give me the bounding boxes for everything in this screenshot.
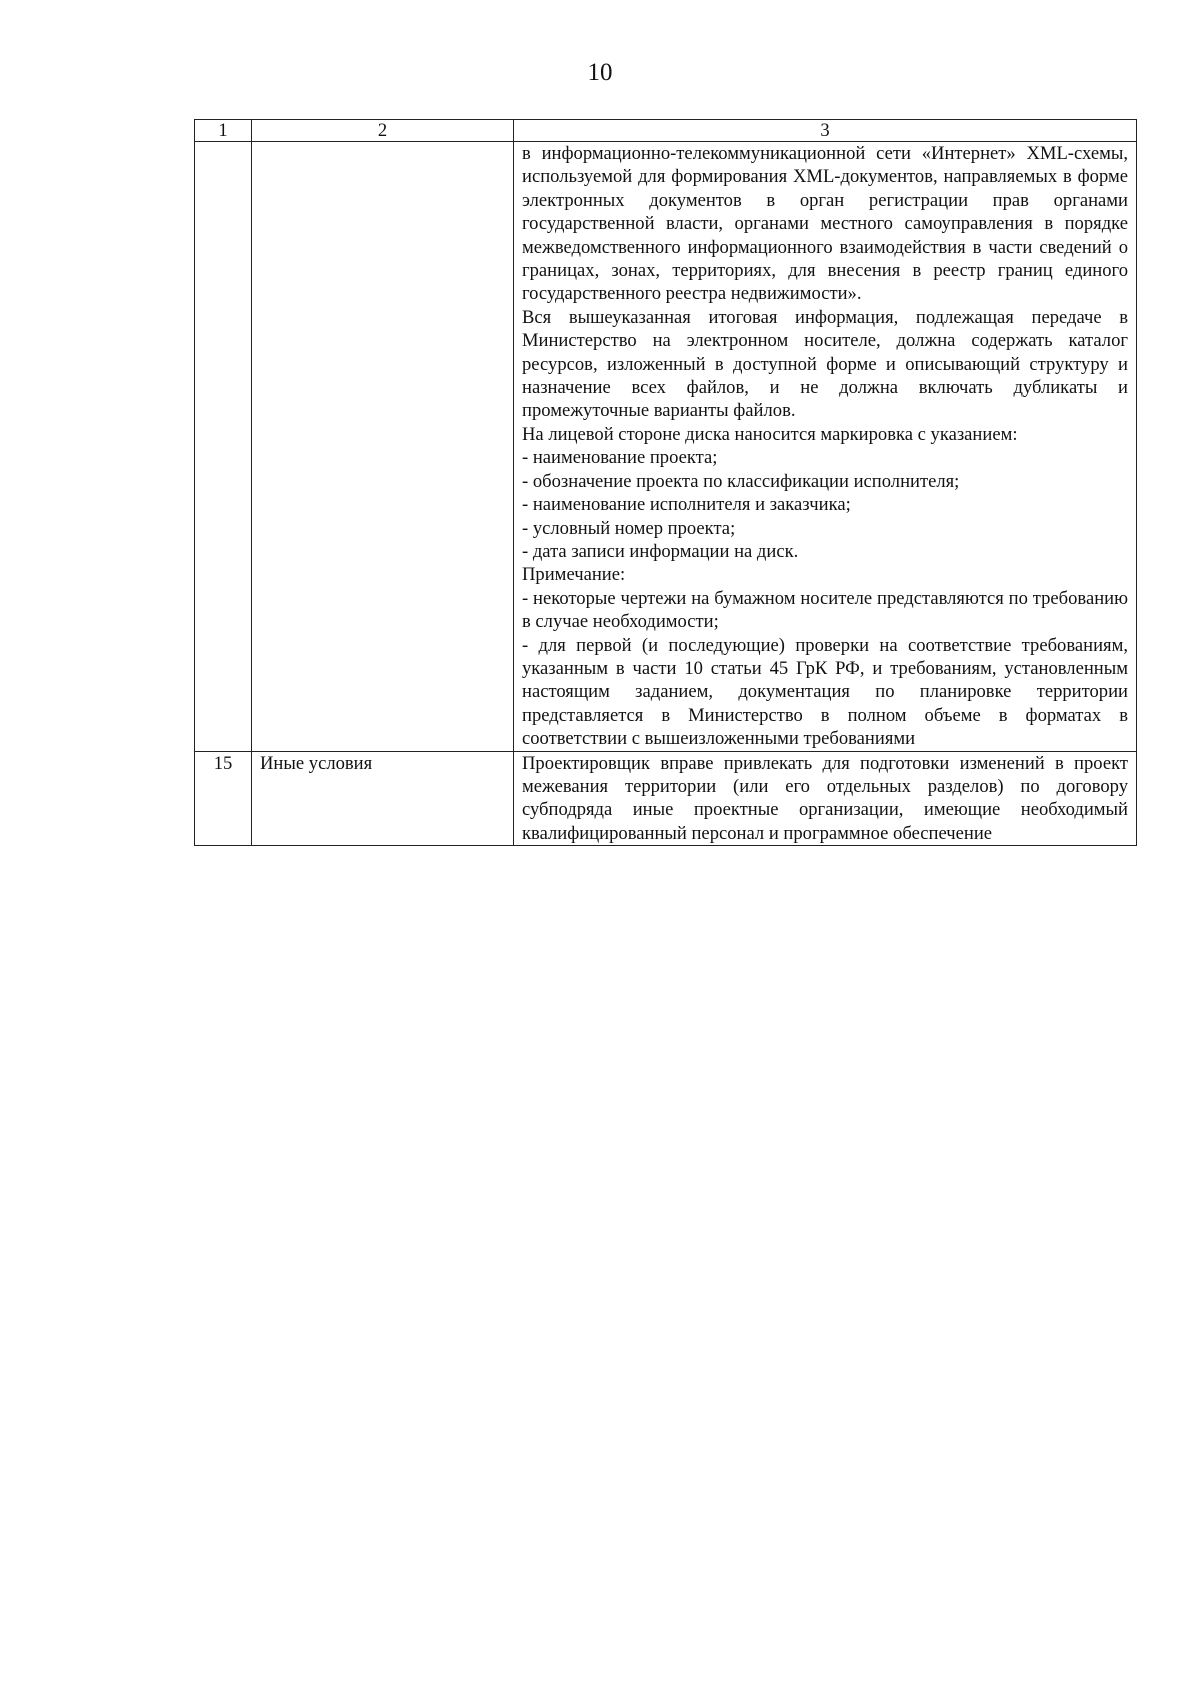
list-item: - условный номер проекта; (522, 517, 736, 539)
paragraph-disk-marking: На лицевой стороне диска наносится маркировка с указанием: (522, 423, 1018, 445)
row-content-cell (514, 142, 1137, 752)
paragraph-xml-schema: в информационно-телекоммуникационной сети «Интернет» XML-схемы, используемой для формирования XML-документов, направляемых в форме электронных документов в орган регистрации прав органами государственной власти, органами местного самоуправления в порядке межведомственного информационного взаимодействия в части сведений о границах, зонах, территориях, для внесения в реестр границ единого государственного реестра недвижимости». (522, 143, 1128, 305)
column-header-content: 3 (514, 120, 1137, 142)
row-number-cell (195, 142, 252, 752)
column-header-number: 1 (195, 120, 252, 142)
page-number: 10 (587, 59, 613, 86)
list-item: - наименование проекта; (522, 447, 718, 469)
list-item: - наименование исполнителя и заказчика; (522, 494, 851, 516)
row-content-cell (514, 751, 1137, 846)
paragraph-final-info: Вся вышеуказанная итоговая информация, подлежащая передаче в Министерство на электронном носителе, должна содержать каталог ресурсов, изложенный в доступной форме и описывающий структуру и назначение всех файлов, и не должна включать дубликаты и промежуточные варианты файлов. (522, 306, 1128, 422)
paragraph-subcontract: Проектировщик вправе привлекать для подготовки изменений в проект межевания территории (или его отдельных разделов) по договору субподряда иные проектные организации, имеющие необходимый квалифицированный персонал и программное обеспечение (522, 752, 1128, 844)
row-title-cell (252, 142, 514, 752)
list-item: - для первой (и последующие) проверки на соответствие требованиям, указанным в части 10 статьи 45 ГрК РФ, и требованиям, установленным настоящим заданием, документация по планировке территории представляется в Министерство в полном объеме в форматах в соответствии с вышеизложенными требованиями (522, 634, 1128, 750)
table-row-15 (195, 751, 1137, 846)
table-header-row (195, 120, 1137, 142)
list-item: - дата записи информации на диск. (522, 540, 799, 562)
column-header-name: 2 (252, 120, 514, 142)
list-item: - некоторые чертежи на бумажном носителе представляются по требованию в случае необходимости; (522, 587, 1128, 633)
requirements-table (194, 119, 1137, 846)
paragraph-note-heading: Примечание: (522, 564, 626, 586)
row-number-cell: 15 (195, 751, 252, 846)
table-row-continuation (195, 142, 1137, 752)
row-title-cell: Иные условия (252, 751, 514, 846)
list-item: - обозначение проекта по классификации исполнителя; (522, 470, 960, 492)
